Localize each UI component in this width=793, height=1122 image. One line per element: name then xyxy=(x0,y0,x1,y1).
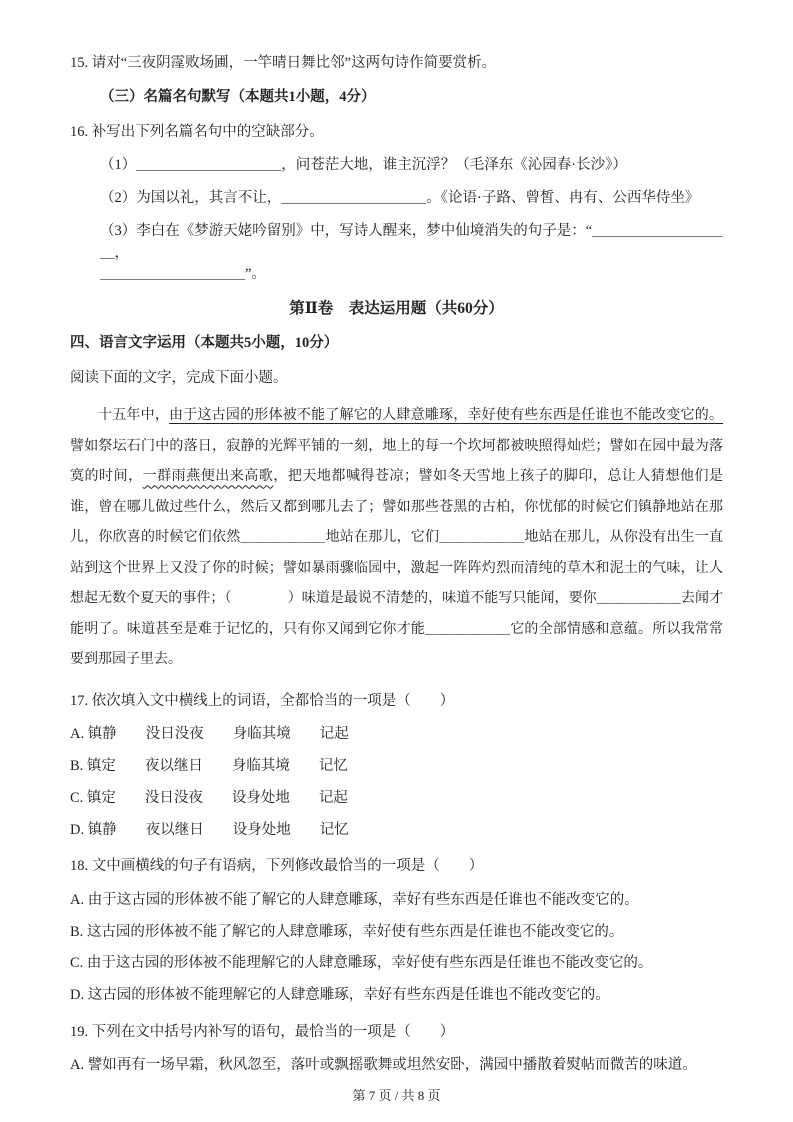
passage-text: 譬如祭坛石门中的落日，寂静的光辉平铺的一刻，地上的每一个坎坷都被映照得灿烂；譬如在园中最为落寞的时间， xyxy=(70,438,723,485)
passage-text: ，把天地都喊得苍凉；譬如冬天雪地上孩子的脚印，总让人猜想他们是谁，曾在哪儿做过些什么，然后又都到哪儿去了；譬如那些苍黑的古柏，你忧郁的时候它们镇静地站在那儿，你欣喜的时候它们依然 xyxy=(70,469,724,546)
wavy-underlined-phrase: 一群雨燕便出来高歌 xyxy=(142,469,274,485)
q17-option-c: C. 镇定 没日没夜 设身处地 记起 xyxy=(70,789,348,806)
underlined-error-sentence: 由于这古园的形体被不能了解它的人肆意雕琢，幸好使有些东西是任谁也不能改变它的。 xyxy=(169,408,723,424)
fill-blank-3: ＿＿＿＿＿＿ xyxy=(596,591,681,607)
section-3-header: （三）名篇名句默写（本题共1小题，4分） xyxy=(100,89,376,106)
fill-blank-2: ＿＿＿＿＿＿ xyxy=(439,530,525,546)
q16-item-3 xyxy=(70,221,723,286)
passage-text: 地站在那儿，从你没有出生一直站到这个世界上又没了你的时候；譬如暴雨骤临园中，激起一阵阵灼烈而清纯的草木和泥土的气味，让人想起无数个夏天的事件；（ ）味道是最说不清楚的，味道不能写只能闻，要你 xyxy=(70,530,724,607)
reading-passage xyxy=(70,401,723,676)
reading-instruction: 阅读下面的文字，完成下面小题。 xyxy=(70,369,288,386)
question-19-stem: 19. 下列在文中括号内补写的语句，最恰当的一项是（ ） xyxy=(70,1023,455,1040)
passage-text: 地站在那儿，它们 xyxy=(325,530,440,546)
question-18-stem: 18. 文中画横线的句子有语病，下列修改最恰当的一项是（ ） xyxy=(70,858,484,875)
question-16-stem: 16. 补写出下列名篇名句中的空缺部分。 xyxy=(70,123,324,140)
passage-text: 十五年中， xyxy=(98,408,170,424)
part-2-header: 第Ⅱ卷 表达运用题（共60分） xyxy=(289,300,504,318)
q18-option-c: C. 由于这古园的形体被不能理解它的人肆意雕琢，幸好使有些东西是任谁也不能改变它的。 xyxy=(70,955,653,972)
q18-option-a: A. 由于这古园的形体被不能了解它的人肆意雕琢，幸好有些东西是任谁也不能改变它的。 xyxy=(70,891,639,908)
q17-option-a: A. 镇静 没日没夜 身临其境 记起 xyxy=(70,726,349,743)
q16-item-3-line-2: ＿＿＿＿＿＿＿＿＿＿”。 xyxy=(100,266,266,283)
passage-text: 它的全部情感和意蕴。所以我常常要到那园子里去。 xyxy=(70,621,724,668)
q19-option-a: A. 譬如再有一场早霜，秋风忽至，落叶或飘摇歌舞或坦然安卧，满园中播散着熨帖而微苦的味道。 xyxy=(70,1057,697,1074)
question-15: 15. 请对“三夜阴霪败场圃，一竿晴日舞比邻”这两句诗作简要赏析。 xyxy=(70,55,497,71)
q17-option-b: B. 镇定 夜以继日 身临其境 记忆 xyxy=(70,758,348,775)
q18-option-b: B. 这古园的形体被不能了解它的人肆意雕琢，幸好使有些东西是任谁也不能改变它的。 xyxy=(70,923,624,940)
q18-option-d: D. 这古园的形体被不能理解它的人肆意雕琢，幸好有些东西是任谁也不能改变它的。 xyxy=(70,987,610,1004)
q16-item-2: （2）为国以礼，其言不让，＿＿＿＿＿＿＿＿＿＿。《论语·子路、曾皙、冉有、公西华侍坐》 xyxy=(100,190,700,207)
question-17-stem: 17. 依次填入文中横线上的词语，全都恰当的一项是（ ） xyxy=(70,692,455,709)
page-footer xyxy=(0,1085,793,1104)
q17-option-d: D. 镇静 夜以继日 设身处地 记忆 xyxy=(70,821,349,838)
fill-blank-1: ＿＿＿＿＿＿ xyxy=(240,530,326,546)
section-4-header: 四、语言文字运用（本题共5小题，10分） xyxy=(70,335,339,352)
q16-item-1: （1）＿＿＿＿＿＿＿＿＿＿，问苍茫大地，谁主沉浮？（毛泽东《沁园春·长沙》） xyxy=(100,157,627,174)
q16-item-3-line-1: （3）李白在《梦游天姥吟留别》中，写诗人醒来，梦中仙境消失的句子是：“＿＿＿＿＿＿＿＿＿＿， xyxy=(100,222,723,261)
page-number-indicator: 第 7 页 / 共 8 页 xyxy=(352,1088,441,1103)
passage-text: 去闻才能明了。味道甚至是难于记忆的，只有你又闻到它你才能 xyxy=(70,591,724,637)
fill-blank-4: ＿＿＿＿＿＿ xyxy=(425,621,511,637)
